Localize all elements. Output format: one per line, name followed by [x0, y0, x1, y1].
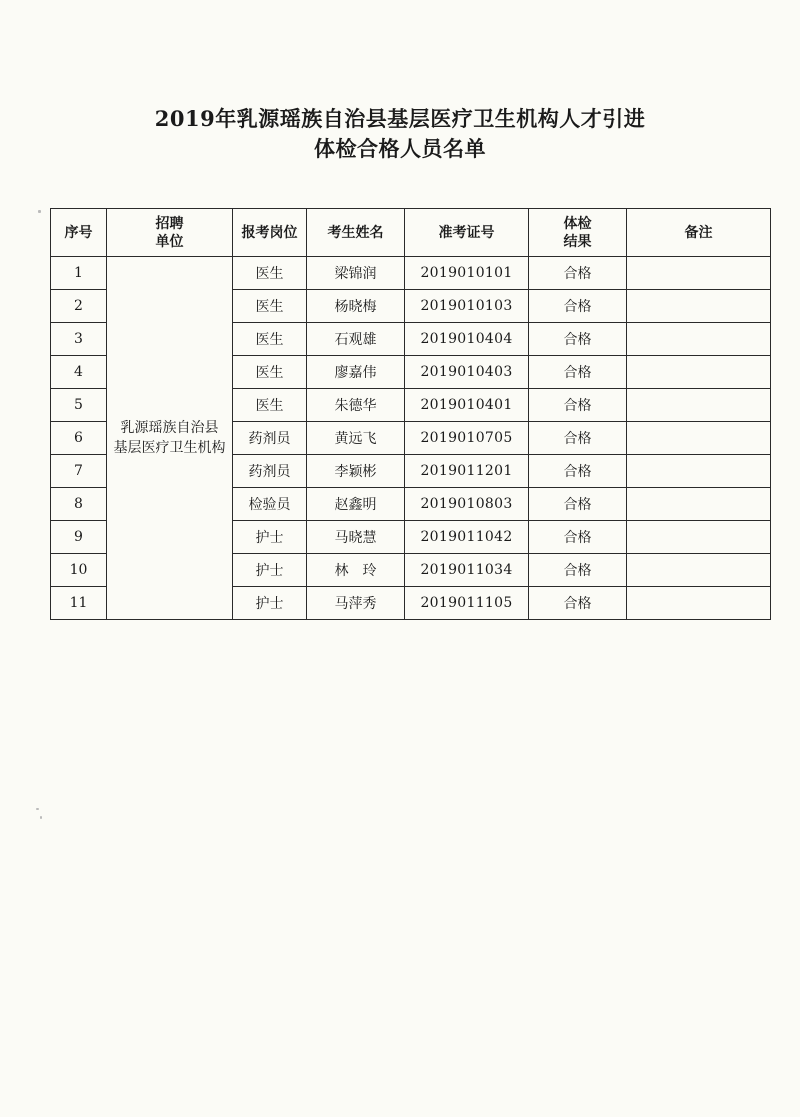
row-position: 医生	[233, 356, 307, 389]
row-remark	[627, 290, 771, 323]
row-name: 梁锦润	[307, 257, 405, 290]
col-header-unit-line2: 单位	[155, 233, 184, 250]
row-remark	[627, 521, 771, 554]
row-exam-no: 2019011201	[405, 455, 529, 488]
row-name: 林 玲	[307, 554, 405, 587]
unit-line1: 乳源瑶族自治县	[120, 420, 219, 436]
col-header-result	[529, 209, 627, 257]
roster-table	[50, 208, 771, 620]
row-name: 赵鑫明	[307, 488, 405, 521]
row-name: 马萍秀	[307, 587, 405, 620]
row-result: 合格	[529, 587, 627, 620]
row-position: 医生	[233, 290, 307, 323]
row-remark	[627, 488, 771, 521]
row-result: 合格	[529, 323, 627, 356]
row-result: 合格	[529, 488, 627, 521]
scan-speck	[40, 816, 42, 819]
scan-speck	[36, 808, 39, 810]
row-result: 合格	[529, 521, 627, 554]
row-result: 合格	[529, 389, 627, 422]
row-exam-no: 2019011042	[405, 521, 529, 554]
row-position: 护士	[233, 587, 307, 620]
row-index: 7	[51, 455, 107, 488]
col-header-exam-no: 准考证号	[405, 209, 529, 257]
row-result: 合格	[529, 290, 627, 323]
col-header-index: 序号	[51, 209, 107, 257]
row-result: 合格	[529, 554, 627, 587]
row-exam-no: 2019010101	[405, 257, 529, 290]
row-position: 药剂员	[233, 455, 307, 488]
row-exam-no: 2019011105	[405, 587, 529, 620]
row-remark	[627, 422, 771, 455]
row-index: 9	[51, 521, 107, 554]
col-header-unit-line1: 招聘	[155, 215, 184, 232]
row-remark	[627, 554, 771, 587]
header-row	[51, 209, 771, 257]
row-index: 3	[51, 323, 107, 356]
row-index: 11	[51, 587, 107, 620]
row-remark	[627, 587, 771, 620]
recruiting-unit	[107, 257, 233, 620]
row-exam-no: 2019010404	[405, 323, 529, 356]
row-index: 8	[51, 488, 107, 521]
row-remark	[627, 257, 771, 290]
row-exam-no: 2019010403	[405, 356, 529, 389]
col-header-position: 报考岗位	[233, 209, 307, 257]
row-name: 石观雄	[307, 323, 405, 356]
row-exam-no: 2019010401	[405, 389, 529, 422]
table-row	[51, 257, 771, 290]
row-index: 1	[51, 257, 107, 290]
row-index: 5	[51, 389, 107, 422]
row-name: 马晓慧	[307, 521, 405, 554]
row-result: 合格	[529, 455, 627, 488]
row-name: 杨晓梅	[307, 290, 405, 323]
row-remark	[627, 455, 771, 488]
row-index: 2	[51, 290, 107, 323]
row-result: 合格	[529, 422, 627, 455]
unit-line2: 基层医疗卫生机构	[113, 440, 226, 456]
col-header-result-line1: 体检	[563, 215, 592, 232]
row-index: 6	[51, 422, 107, 455]
row-position: 检验员	[233, 488, 307, 521]
row-exam-no: 2019010103	[405, 290, 529, 323]
row-index: 4	[51, 356, 107, 389]
row-position: 药剂员	[233, 422, 307, 455]
page-subtitle: 体检合格人员名单	[314, 136, 486, 161]
row-exam-no: 2019010705	[405, 422, 529, 455]
row-remark	[627, 389, 771, 422]
col-header-result-line2: 结果	[563, 233, 592, 250]
row-exam-no: 2019011034	[405, 554, 529, 587]
col-header-remark: 备注	[627, 209, 771, 257]
row-name: 朱德华	[307, 389, 405, 422]
row-remark	[627, 323, 771, 356]
page-title: 2019年乳源瑶族自治县基层医疗卫生机构人才引进	[154, 106, 646, 131]
col-header-unit	[107, 209, 233, 257]
row-remark	[627, 356, 771, 389]
scan-speck	[38, 210, 41, 213]
row-result: 合格	[529, 257, 627, 290]
col-header-name: 考生姓名	[307, 209, 405, 257]
row-name: 黄远飞	[307, 422, 405, 455]
row-exam-no: 2019010803	[405, 488, 529, 521]
row-name: 廖嘉伟	[307, 356, 405, 389]
row-result: 合格	[529, 356, 627, 389]
row-position: 医生	[233, 323, 307, 356]
row-name: 李颖彬	[307, 455, 405, 488]
row-position: 护士	[233, 521, 307, 554]
row-position: 护士	[233, 554, 307, 587]
row-position: 医生	[233, 257, 307, 290]
row-position: 医生	[233, 389, 307, 422]
row-index: 10	[51, 554, 107, 587]
